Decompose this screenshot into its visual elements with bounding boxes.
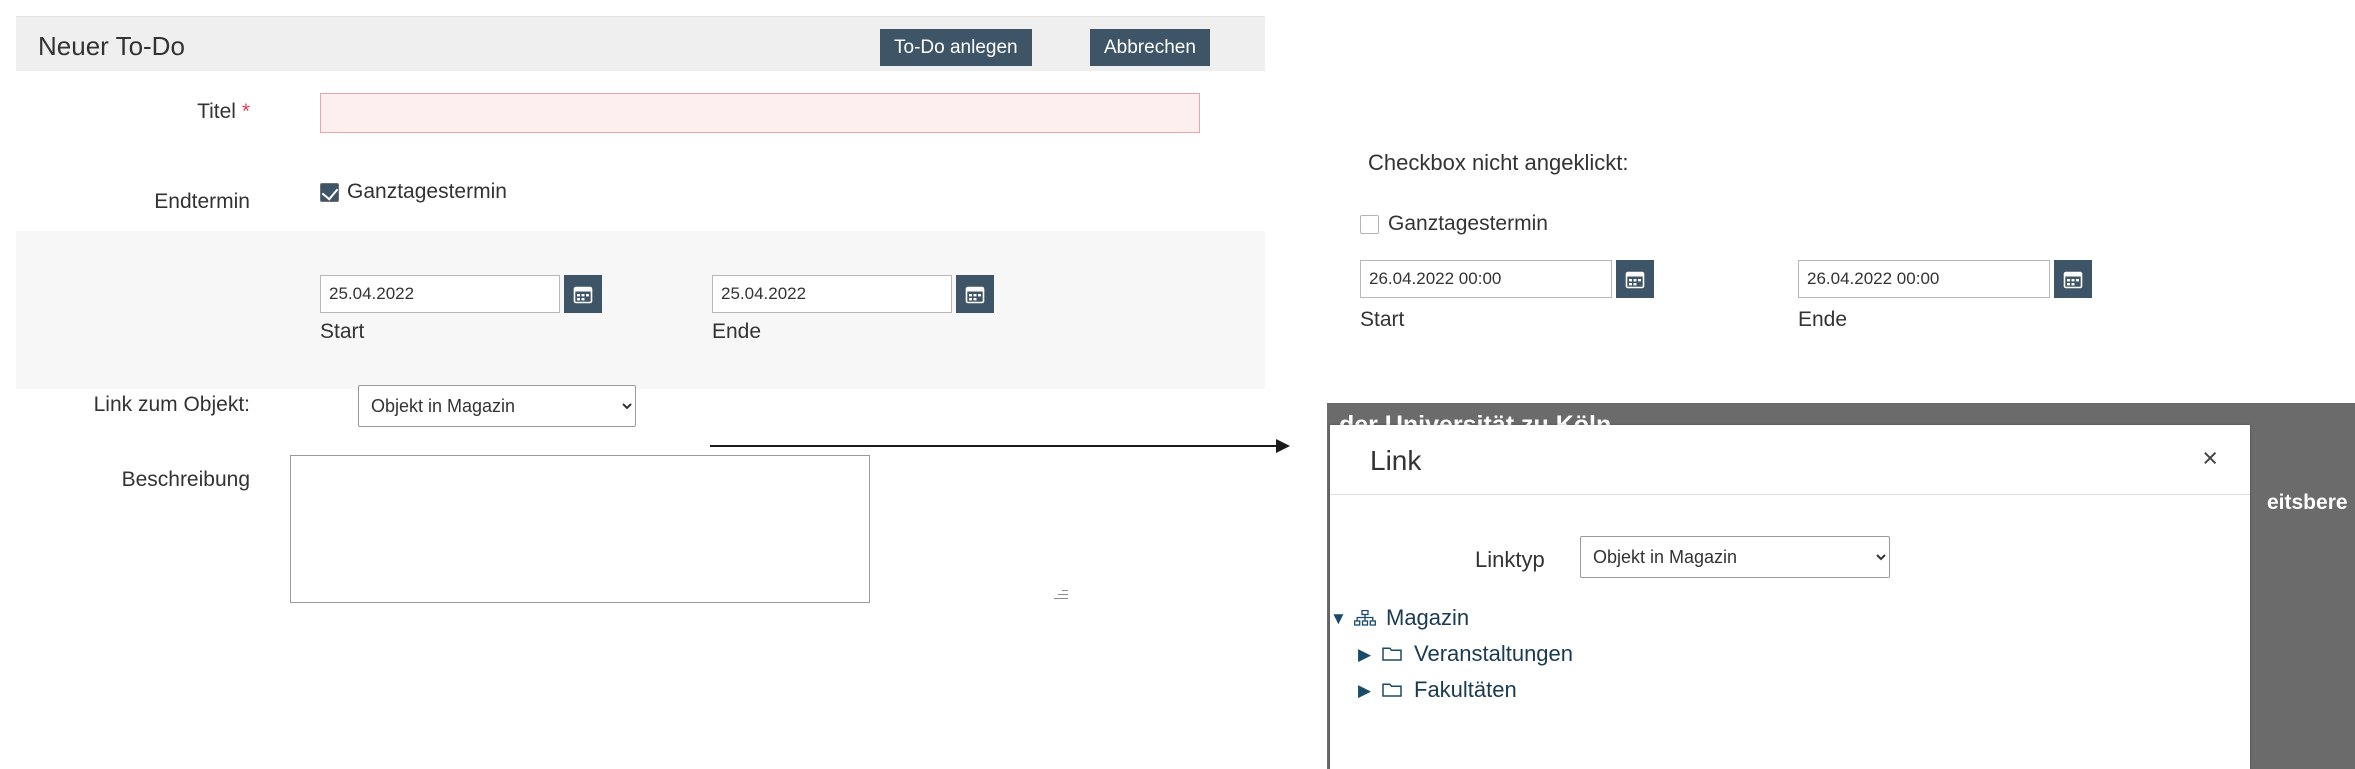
- allday-checkbox-label: Ganztagestermin: [1388, 212, 1548, 235]
- cancel-button[interactable]: Abbrechen: [1090, 29, 1210, 66]
- calendar-icon: [2055, 261, 2091, 297]
- tree-node-magazin[interactable]: [1330, 600, 2250, 636]
- magazin-tree: [1330, 600, 2250, 708]
- start-datetime-group: [1360, 260, 1654, 298]
- linktyp-select[interactable]: [1580, 536, 1890, 578]
- start-date-group: [320, 275, 602, 313]
- close-icon[interactable]: ×: [2198, 441, 2222, 476]
- sitemap-icon: [1354, 610, 1378, 626]
- titel-input[interactable]: [320, 93, 1200, 133]
- start-sublabel: Start: [1360, 308, 1405, 331]
- link-modal-title: Link: [1370, 445, 1422, 476]
- allday-checkbox[interactable]: [1360, 215, 1379, 234]
- ende-sublabel: Ende: [712, 320, 762, 343]
- titel-label: [120, 100, 250, 124]
- unchecked-caption: Checkbox nicht angeklickt:: [1368, 150, 1629, 175]
- link-object-label: Link zum Objekt:: [93, 393, 250, 416]
- linktyp-label: Linktyp: [1475, 547, 1545, 572]
- chevron-down-icon[interactable]: ▼: [1330, 608, 1347, 628]
- start-datetime-input[interactable]: [1360, 260, 1612, 298]
- ende-sublabel: Ende: [1798, 308, 1848, 331]
- link-modal-header: [1330, 425, 2250, 495]
- required-marker: *: [241, 100, 250, 123]
- calendar-icon: [1617, 261, 1653, 297]
- ende-datetime-group: [1798, 260, 2092, 298]
- allday-checkbox-row[interactable]: [320, 180, 507, 204]
- arrow-head: [1276, 439, 1290, 453]
- tree-node-fakultaeten[interactable]: [1330, 672, 2250, 708]
- create-todo-button[interactable]: To-Do anlegen: [880, 29, 1032, 66]
- folder-icon: [1382, 646, 1406, 662]
- start-calendar-button[interactable]: [564, 275, 602, 313]
- tree-node-label: Magazin: [1386, 605, 1470, 630]
- tree-node-label: Veranstaltungen: [1414, 641, 1574, 666]
- textarea-resize-handle[interactable]: [1054, 586, 1068, 600]
- start-sublabel: Start: [320, 320, 365, 343]
- start-calendar-button[interactable]: [1616, 260, 1654, 298]
- chevron-right-icon[interactable]: ▶: [1358, 680, 1372, 700]
- endtermin-section-background: [16, 231, 1265, 389]
- link-object-select[interactable]: [358, 385, 636, 427]
- beschreibung-label: Beschreibung: [121, 468, 250, 491]
- folder-icon: [1382, 682, 1406, 698]
- page-title: Neuer To-Do: [38, 31, 185, 61]
- arrow-line: [710, 445, 1280, 447]
- allday-checkbox[interactable]: [320, 183, 339, 202]
- titel-label-text: Titel: [197, 100, 236, 123]
- ende-date-input[interactable]: [712, 275, 952, 313]
- start-date-input[interactable]: [320, 275, 560, 313]
- ende-calendar-button[interactable]: [2054, 260, 2092, 298]
- chevron-right-icon[interactable]: ▶: [1358, 644, 1372, 664]
- new-todo-panel: [0, 0, 1265, 491]
- tree-node-veranstaltungen[interactable]: [1330, 636, 2250, 672]
- new-todo-header: [16, 16, 1265, 72]
- background-side-text: eitsbere: [2267, 491, 2348, 514]
- beschreibung-textarea[interactable]: [290, 455, 870, 603]
- unchecked-allday-row[interactable]: [1360, 212, 1548, 236]
- ende-date-group: [712, 275, 994, 313]
- annotation-arrow: [710, 438, 1300, 454]
- calendar-icon: [565, 276, 601, 312]
- calendar-icon: [957, 276, 993, 312]
- endtermin-label: Endtermin: [154, 190, 250, 213]
- ende-datetime-input[interactable]: [1798, 260, 2050, 298]
- ende-calendar-button[interactable]: [956, 275, 994, 313]
- link-modal: [1330, 425, 2250, 769]
- allday-checkbox-label: Ganztagestermin: [347, 180, 507, 203]
- tree-node-label: Fakultäten: [1414, 677, 1517, 702]
